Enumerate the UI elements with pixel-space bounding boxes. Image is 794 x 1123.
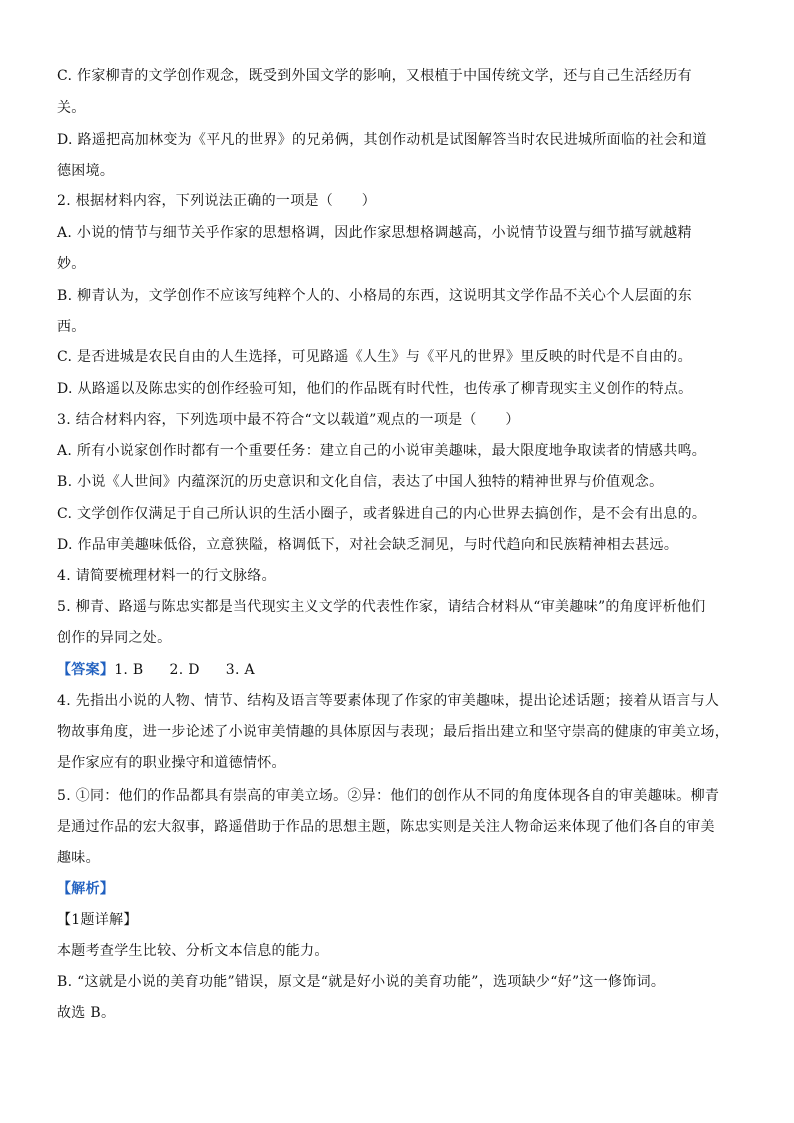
answer-3: 3. A: [225, 662, 255, 678]
option-c-line-1: C. 作家柳青的文学创作观念，既受到外国文学的影响，又根植于中国传统文学，还与自己生活经历有: [57, 68, 692, 84]
answer-4-line-2: 物故事角度，进一步论述了小说审美情趣的具体原因与表现；最后指出建立和坚守崇高的健康的审美立场，: [57, 724, 730, 740]
answer-5-line-3: 趣味。: [57, 850, 100, 866]
answer-1: 1. B: [114, 662, 144, 678]
q2-option-a-line-2: 妙。: [57, 256, 86, 272]
question-3: 3. 结合材料内容，下列选项中最不符合“文以载道”观点的一项是（ ）: [57, 412, 520, 428]
q3-option-a: A. 所有小说家创作时都有一个重要任务：建立自己的小说审美趣味，最大限度地争取读者的情感共鸣。: [57, 443, 707, 459]
q3-option-b: B. 小说《人世间》内蕴深沉的历史意识和文化自信，表达了中国人独特的精神世界与价值观念。: [57, 474, 664, 490]
option-c-line-2: 关。: [57, 100, 86, 116]
answer-5-line-2: 是通过作品的宏大叙事，路遥借助于作品的思想主题，陈忠实则是关注人物命运来体现了他们各自的审美: [57, 819, 715, 835]
q2-option-c: C. 是否进城是农民自由的人生选择，可见路遥《人生》与《平凡的世界》里反映的时代是不自由的。: [57, 349, 692, 365]
question-4: 4. 请简要梳理材料一的行文脉络。: [57, 568, 276, 584]
detail-line-3: 故选 B。: [57, 1005, 116, 1021]
answer-5-line-1: 5. ①同：他们的作品都具有崇高的审美立场。②异：他们的创作从不同的角度体现各自的审美趣味。柳青: [57, 788, 720, 804]
detail-line-2: B. “这就是小说的美育功能”错误，原文是“就是好小说的美育功能”，选项缺少“好”这一修饰词。: [57, 974, 666, 990]
q3-option-c: C. 文学创作仅满足于自己所认识的生活小圈子，或者躲进自己的内心世界去搞创作，是不会有出息的。: [57, 506, 707, 522]
answer-4-line-3: 是作家应有的职业操守和道德情怀。: [57, 755, 286, 771]
answer-2: 2. D: [169, 662, 200, 678]
option-d-line-1: D. 路遥把高加林变为《平凡的世界》的兄弟俩，其创作动机是试图解答当时农民进城所面临的社会和道: [57, 132, 707, 148]
detail-line-1: 本题考查学生比较、分析文本信息的能力。: [57, 943, 329, 959]
question-5-line-2: 创作的异同之处。: [57, 630, 172, 646]
question-5-line-1: 5. 柳青、路遥与陈忠实都是当代现实主义文学的代表性作家，请结合材料从“审美趣味”的角度评析他们: [57, 599, 706, 615]
answer-tag: 【答案】: [57, 662, 115, 678]
q2-option-a-line-1: A. 小说的情节与细节关乎作家的思想格调，因此作家思想格调越高，小说情节设置与细节描写就越精: [57, 225, 692, 241]
answer-line: [57, 660, 757, 680]
option-d-line-2: 德困境。: [57, 163, 115, 179]
q3-option-d: D. 作品审美趣味低俗，立意狭隘，格调低下，对社会缺乏洞见，与时代趋向和民族精神相去甚远。: [57, 537, 679, 553]
question-2: 2. 根据材料内容，下列说法正确的一项是（ ）: [57, 193, 377, 209]
answer-4-line-1: 4. 先指出小说的人物、情节、结构及语言等要素体现了作家的审美趣味，提出论述话题；接着从语言与人: [57, 693, 720, 709]
q2-option-b-line-1: B. 柳青认为，文学创作不应该写纯粹个人的、小格局的东西，这说明其文学作品不关心个人层面的东: [57, 288, 692, 304]
q2-option-b-line-2: 西。: [57, 319, 86, 335]
q2-option-d: D. 从路遥以及陈忠实的创作经验可知，他们的作品既有时代性，也传承了柳青现实主义创作的特点。: [57, 381, 693, 397]
detail-tag: 【1题详解】: [57, 912, 138, 928]
analysis-tag: 【解析】: [57, 881, 115, 897]
